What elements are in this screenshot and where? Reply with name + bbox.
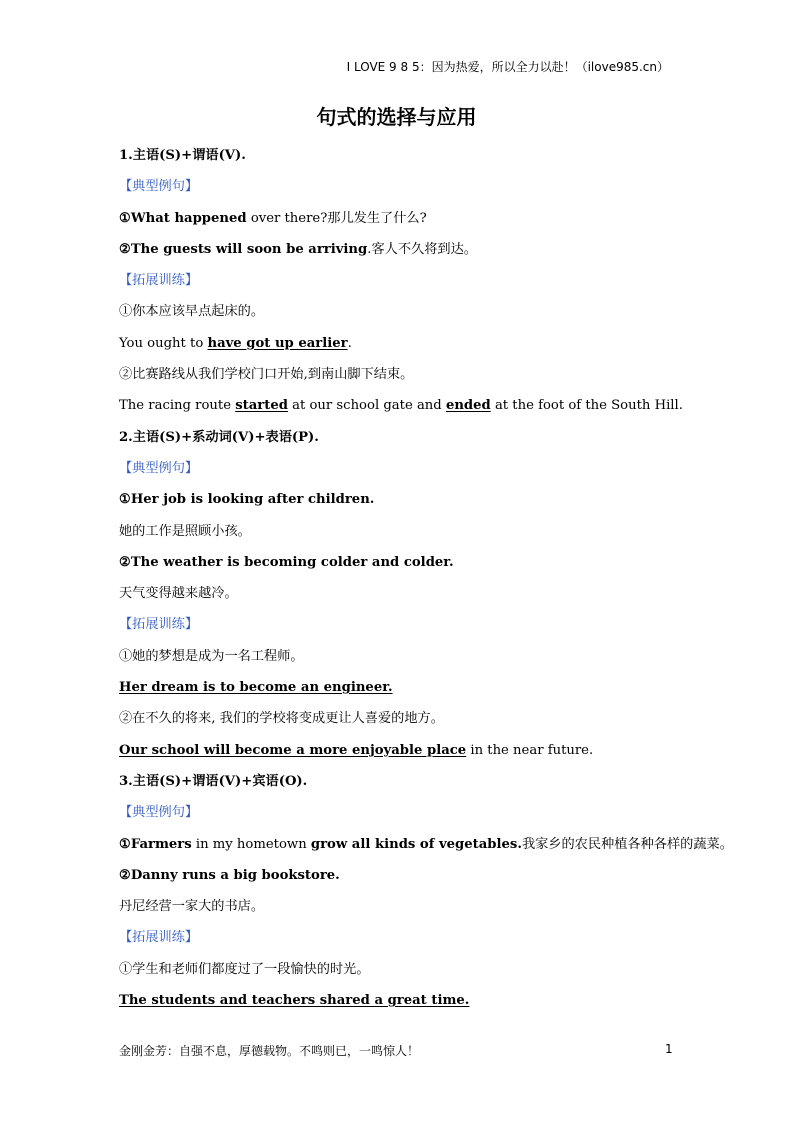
section-1-training-1-chinese: ①你本应该早点起床的。 (119, 304, 265, 320)
example-rest: 我家乡的农民种植各种各样的蔬菜。 (521, 836, 733, 852)
section-1-heading: 1.主语(S)+谓语(V). (119, 148, 246, 163)
section-2-example-label: 【典型例句】 (119, 460, 199, 476)
answer-text: The racing route (119, 398, 236, 414)
answer-underlined: ended (445, 398, 491, 414)
answer-underlined: Her dream is to become an engineer. (119, 680, 393, 696)
section-2-example-1-chinese: 她的工作是照顾小孩。 (119, 523, 251, 539)
answer-underlined: have got up earlier (207, 335, 348, 351)
example-bold: ②The guests will soon be arriving (119, 241, 368, 257)
section-3-heading: 3.主语(S)+谓语(V)+宾语(O). (119, 773, 308, 789)
section-1-training-1-answer (119, 328, 699, 359)
answer-text: at our school gate and (287, 398, 446, 414)
section-3-training-1-answer (119, 985, 699, 1016)
document-body (119, 140, 733, 1016)
example-rest: in my hometown (191, 836, 311, 852)
answer-text: You ought to (119, 335, 208, 351)
section-1-example-label: 【典型例句】 (119, 179, 199, 195)
answer-text: . (347, 335, 352, 351)
section-2-training-2-chinese: ②在不久的将来, 我们的学校将变成更让人喜爱的地方。 (119, 711, 444, 727)
answer-text: in the near future. (466, 742, 594, 758)
section-1-example-2 (119, 234, 699, 265)
section-2-example-2-chinese: 天气变得越来越冷。 (119, 586, 238, 602)
section-3-training-1-chinese: ①学生和老师们都度过了一段愉快的时光。 (119, 961, 370, 977)
footer-motto: 金刚金芳：自强不息，厚德载物。不鸣则已，一鸣惊人！ (119, 1044, 420, 1058)
example-bold: ①Farmers (119, 836, 192, 852)
section-1-training-2-chinese: ②比赛路线从我们学校门口开始,到南山脚下结束。 (119, 367, 414, 383)
section-3-example-2: ②Danny runs a big bookstore. (119, 867, 340, 883)
section-3-example-1 (119, 829, 733, 860)
section-1-training-2-answer (119, 390, 699, 421)
section-2-training-2-answer (119, 735, 699, 766)
section-2-heading: 2.主语(S)+系动词(V)+表语(P). (119, 429, 319, 445)
section-2-training-label: 【拓展训练】 (119, 617, 199, 633)
example-bold: ①What happened (119, 210, 247, 226)
page-header: I LOVE 9 8 5：因为热爱，所以全力以赴！（ilove985.cn） (346, 60, 669, 74)
answer-underlined: started (235, 398, 288, 414)
section-3-training-label: 【拓展训练】 (119, 930, 199, 946)
answer-underlined: Our school will become a more enjoyable place (119, 742, 467, 758)
section-2-training-1-chinese: ①她的梦想是成为一名工程师。 (119, 648, 304, 664)
example-rest: .客人不久将到达。 (367, 241, 477, 257)
section-3-example-label: 【典型例句】 (119, 805, 199, 821)
section-1-training-label: 【拓展训练】 (119, 273, 199, 289)
section-3-example-2-chinese: 丹尼经营一家大的书店。 (119, 899, 265, 915)
example-bold: grow all kinds of vegetables. (310, 836, 522, 852)
page-number: 1 (665, 1042, 673, 1056)
section-2-training-1-answer (119, 672, 699, 703)
section-2-example-1: ①Her job is looking after children. (119, 492, 375, 508)
answer-text: at the foot of the South Hill. (490, 398, 683, 414)
answer-underlined: The students and teachers shared a great time. (119, 993, 470, 1009)
section-1-example-1 (119, 203, 699, 234)
page-title: 句式的选择与应用 (316, 105, 477, 129)
section-2-example-2: ②The weather is becoming colder and colder. (119, 554, 454, 570)
example-rest: over there?那儿发生了什么? (246, 210, 427, 226)
